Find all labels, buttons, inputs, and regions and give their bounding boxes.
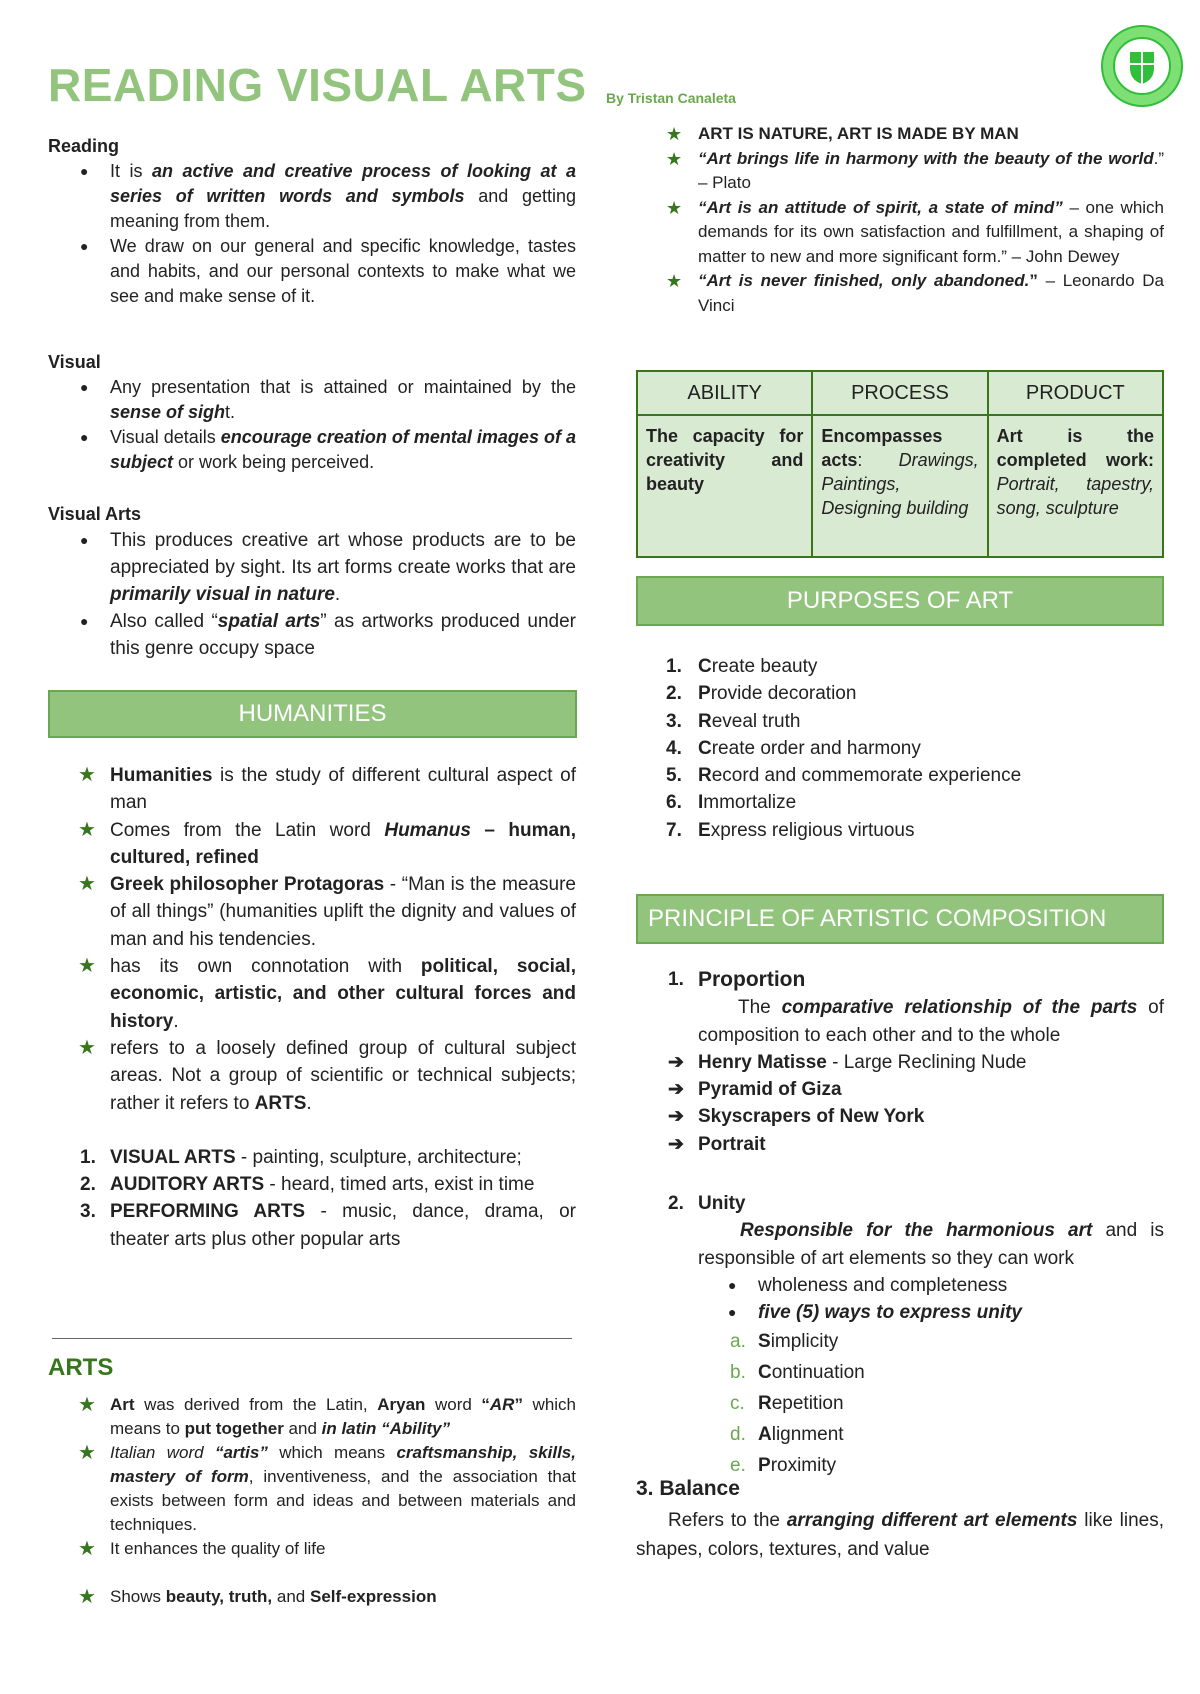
arrow-icon: ➔ [668, 1106, 684, 1128]
humanities-banner: HUMANITIES [48, 690, 577, 738]
star-icon: ★ [78, 764, 96, 786]
unity-heading: Unity [698, 1193, 746, 1214]
purpose-item: 2. Provide decoration [666, 683, 857, 705]
visual-heading: Visual [48, 352, 101, 372]
list-item: ● wholeness and completeness [696, 1272, 1164, 1299]
unity-number: 2. [668, 1193, 684, 1214]
list-item: ★ Comes from the Latin word Humanus – human, cultured, refined [78, 818, 576, 868]
list-item: 2. AUDITORY ARTS - heard, timed arts, exist in time [80, 1174, 535, 1196]
purpose-item: 6. Immortalize [666, 792, 797, 814]
proportion-number: 1. [668, 969, 684, 990]
reading-heading: Reading [48, 136, 120, 156]
proportion-heading: Proportion [698, 968, 806, 991]
star-icon: ★ [78, 873, 96, 896]
list-item: ● five (5) ways to express unity [696, 1299, 1164, 1326]
table-header-product: PRODUCT [988, 371, 1163, 415]
table-header-ability: ABILITY [637, 371, 812, 415]
list-item: 3. PERFORMING ARTS - music, dance, drama, or theater arts plus other popular arts [80, 1201, 576, 1250]
star-icon: ★ [78, 1586, 96, 1608]
list-item: ★ It enhances the quality of life [78, 1538, 326, 1560]
star-icon: ★ [666, 271, 683, 291]
unity-way-item: c. Repetition [730, 1393, 844, 1415]
star-icon: ★ [666, 197, 683, 218]
quotes-section [636, 122, 1164, 318]
unity-heading-row [636, 1190, 1164, 1217]
star-icon: ★ [78, 1538, 96, 1560]
list-item: ● Visual details encourage creation of mental images of a subject or work being perceived. [48, 425, 576, 475]
list-item: ● It is an active and creative process of looking at a series of written words and symbols and getting meaning from them. [48, 159, 576, 234]
star-icon: ★ [78, 955, 96, 978]
purpose-item: 4. Create order and harmony [666, 737, 921, 759]
proportion-description: The comparative relationship of the parts of composition to each other and to the whole [698, 997, 1165, 1046]
art-types-list [48, 1144, 576, 1253]
list-item: ★ Greek philosopher Protagoras - “Man is the measure of all things” (humanities uplift the dignity and values of man and his tendencies. [78, 873, 576, 950]
unity-section [636, 1190, 1164, 1481]
visual-section [48, 350, 576, 475]
list-item: ★ Art was derived from the Latin, Aryan word “AR” which means to put together and in latin “Ability” [78, 1394, 577, 1438]
arrow-icon: ➔ [668, 1079, 684, 1101]
arrow-icon: ➔ [668, 1051, 684, 1073]
table-cell-process: Encompasses acts: Drawings, Paintings, Designing building [812, 415, 987, 557]
proportion-heading-row [636, 966, 1164, 994]
list-item: ★ ART IS NATURE, ART IS MADE BY MAN [636, 122, 1164, 147]
list-item: ★ Italian word “artis” which means craftsmanship, skills, mastery of form, inventiveness, and the association that exists between form and ideas and between materials and techniques. [78, 1442, 576, 1534]
proportion-examples [636, 1049, 1164, 1158]
star-icon: ★ [78, 1036, 96, 1059]
list-item: ★ refers to a loosely defined group of cultural subject areas. Not a group of scientific or technical subjects; rather it refers to ARTS. [78, 1036, 576, 1114]
proportion-example: ➔ Henry Matisse - Large Reclining Nude [636, 1049, 1164, 1076]
star-icon: ★ [78, 1394, 96, 1416]
table-cell-product: Art is the completed work: Portrait, tapestry, song, sculpture [988, 415, 1163, 557]
balance-heading: 3. Balance [636, 1477, 740, 1500]
visual-arts-heading: Visual Arts [48, 504, 142, 524]
visual-arts-section [48, 502, 576, 662]
purpose-item: 7. Express religious virtuous [666, 819, 915, 841]
list-item: ● Any presentation that is attained or maintained by the sense of sight. [48, 375, 576, 425]
star-icon: ★ [78, 1442, 96, 1464]
author-byline: By Tristan Canaleta [606, 90, 736, 106]
proportion-example: ➔ Portrait [636, 1131, 1164, 1158]
list-item: 1. VISUAL ARTS - painting, sculpture, architecture; [80, 1146, 522, 1168]
arts-section [48, 1393, 576, 1609]
balance-section [636, 1476, 1164, 1564]
star-icon: ★ [78, 818, 96, 841]
list-item: ★ “Art is an attitude of spirit, a state of mind” – one which demands for its own satisfaction and fulfillment, a shaping of matter to new and more significant form.” – John Dewey [666, 197, 1165, 266]
list-item: ● This produces creative art whose products are to be appreciated by sight. Its art forms create works that are primarily visual in nature. [48, 527, 576, 608]
purposes-banner: PURPOSES OF ART [636, 576, 1164, 626]
arrow-icon: ➔ [668, 1133, 684, 1155]
list-item: ★ “Art brings life in harmony with the beauty of the world.” – Plato [666, 148, 1164, 192]
university-seal-logo [1100, 24, 1184, 108]
list-item: ★ has its own connotation with political, social, economic, artistic, and other cultural forces and history. [78, 955, 576, 1032]
list-item: ● Also called “spatial arts” as artworks produced under this genre occupy space [48, 608, 576, 662]
balance-description: Refers to the arranging different art elements like lines, shapes, colors, textures, and value [636, 1510, 1165, 1560]
purpose-item: 3. Reveal truth [666, 710, 801, 732]
arts-heading: ARTS [48, 1354, 114, 1381]
unity-way-item: b. Continuation [730, 1362, 865, 1384]
ability-process-product-table [636, 370, 1164, 558]
unity-ways-list [636, 1326, 1164, 1481]
list-item: ★ “Art is never finished, only abandoned.” – Leonardo Da Vinci [666, 271, 1164, 315]
proportion-example: ➔ Skyscrapers of New York [636, 1103, 1164, 1130]
list-item: ★ Humanities is the study of different cultural aspect of man [78, 764, 576, 814]
purpose-item: 5. Record and commemorate experience [666, 765, 1022, 787]
star-icon: ★ [666, 124, 683, 144]
unity-way-item: a. Simplicity [730, 1331, 839, 1353]
unity-description: Responsible for the harmonious art and is responsible of art elements so they can work [698, 1220, 1165, 1269]
humanities-section [48, 762, 576, 1253]
proportion-example: ➔ Pyramid of Giza [636, 1076, 1164, 1103]
purpose-item: 1. Create beauty [666, 656, 818, 677]
divider [52, 1338, 572, 1339]
purposes-list [636, 653, 1164, 844]
list-item: ★ Shows beauty, truth, and Self-expression [78, 1586, 437, 1608]
unity-way-item: d. Alignment [730, 1424, 844, 1446]
list-item: ● We draw on our general and specific knowledge, tastes and habits, and our personal contexts to make what we see and make sense of it. [48, 234, 576, 309]
principle-banner: PRINCIPLE OF ARTISTIC COMPOSITION [636, 894, 1164, 944]
proportion-section [636, 966, 1164, 1158]
star-icon: ★ [666, 148, 683, 169]
reading-section [48, 134, 576, 309]
page-title: READING VISUAL ARTS [48, 59, 587, 111]
unity-way-item: e. Proximity [730, 1455, 837, 1477]
table-cell-ability: The capacity for creativity and beauty [637, 415, 812, 557]
table-header-process: PROCESS [812, 371, 987, 415]
